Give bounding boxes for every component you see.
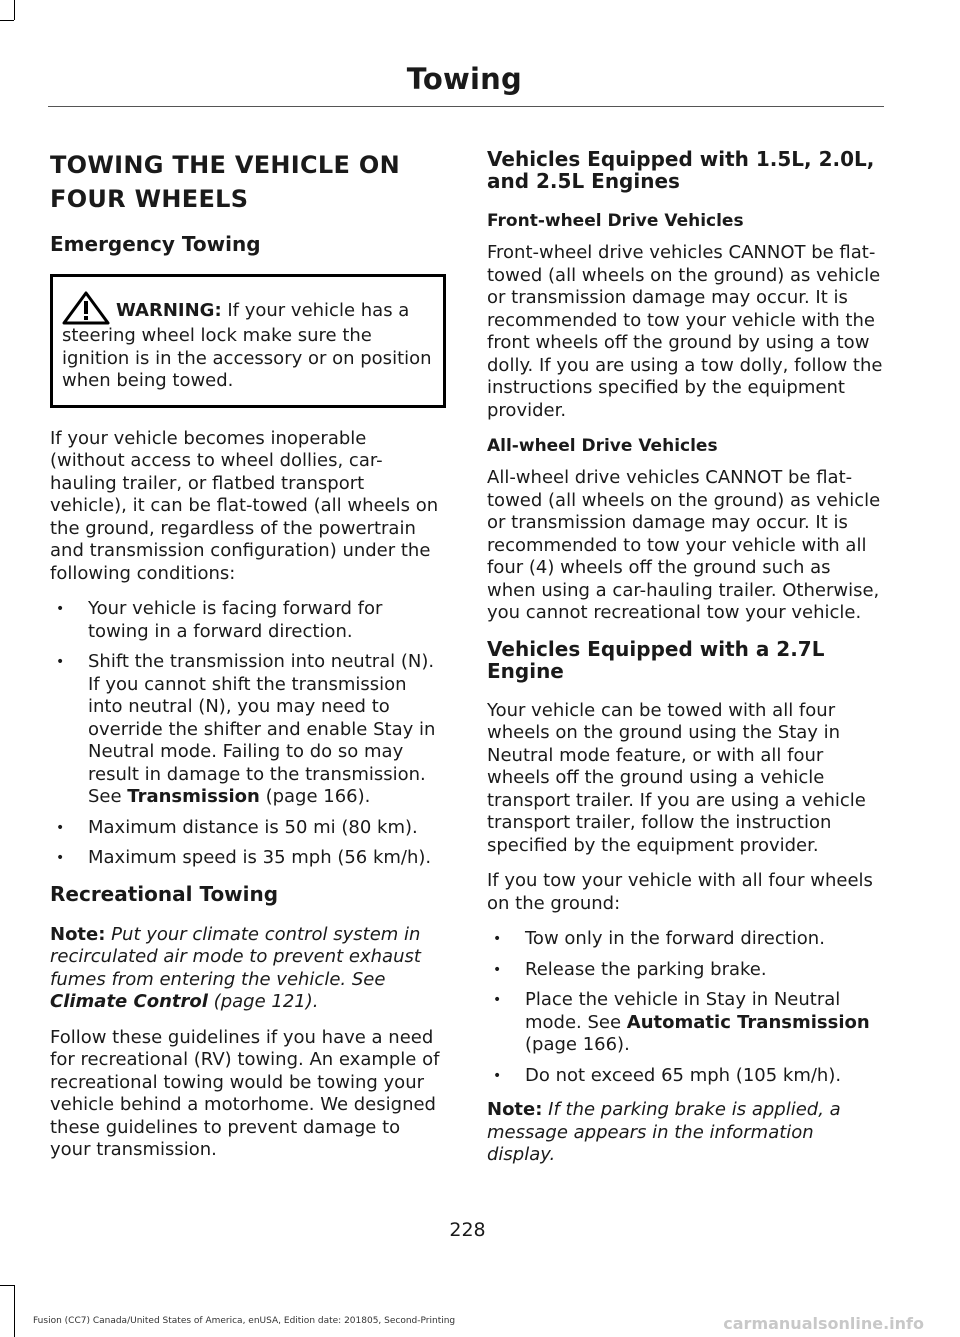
list-item-text: Shift the transmission into neutral (N). If you cannot shift the transmission into neutral (N), you may need to override the shifter and enable Stay in Neutral mode. Failing to do so may result in damage to the transmission. See — [88, 651, 436, 807]
list-item-text: Place the vehicle in Stay in Neutral mode. See — [525, 989, 841, 1033]
page-reference: (page 121). — [207, 991, 319, 1012]
crop-mark — [14, 0, 15, 20]
emergency-paragraph: If your vehicle becomes inoperable (without access to wheel dollies, car-hauling trailer, or flatbed transport vehicle), it can be flat-towed (all wheels on the ground, regardless of the powertrain and transmission configuration) under the following conditions: — [50, 427, 439, 584]
recreational-paragraph: Follow these guidelines if you have a need for recreational (RV) towing. An example of recreational towing would be towing your vehicle behind a motorhome. We designed these guidelines to prevent damage to your transmission. — [50, 1026, 440, 1160]
engine-27-heading: Vehicles Equipped with a 2.7L Engine — [487, 636, 825, 683]
list-item — [487, 989, 883, 1057]
crop-mark — [0, 20, 14, 21]
automatic-transmission-link[interactable]: Automatic Transmission — [626, 1011, 870, 1033]
awd-paragraph: All-wheel drive vehicles CANNOT be flat-towed (all wheels on the ground) as vehicle or transmission damage may occur. It is recommended to tow your vehicle with all four (4) wheels off the ground such as when using a car-hauling trailer. Otherwise, you cannot recreational tow your vehicle. — [487, 467, 881, 623]
list-item: • Your vehicle is facing forward for towing in a forward direction. — [50, 598, 446, 643]
parking-brake-note — [487, 1099, 883, 1167]
warning-label: WARNING: — [116, 300, 222, 321]
emergency-towing-heading: Emergency Towing — [50, 232, 261, 256]
note-text: Put your climate control system in recirculated air mode to prevent exhaust fumes from entering the vehicle. See — [50, 923, 421, 990]
list-item: • Maximum speed is 35 mph (56 km/h). — [50, 847, 446, 870]
watermark: carmanualsonline.info — [723, 1314, 924, 1333]
engine-27-intro: If you tow your vehicle with all four wheels on the ground: — [487, 870, 873, 914]
note-text: If the parking brake is applied, a message appears in the information display. — [487, 1099, 841, 1165]
warning-text: If your vehicle has a steering wheel lock make sure the ignition is in the accessory or on position when being towed. — [62, 300, 432, 391]
crop-mark — [14, 1285, 15, 1337]
right-column — [487, 148, 883, 1180]
header-rule — [48, 106, 884, 107]
page-reference: (page 166). — [259, 786, 371, 807]
page-reference: (page 166). — [525, 1034, 630, 1055]
list-item: • Do not exceed 65 mph (105 km/h). — [487, 1065, 883, 1088]
crop-mark — [0, 1285, 14, 1286]
list-item: • Tow only in the forward direction. — [487, 928, 883, 951]
list-item — [50, 651, 446, 809]
footer-edition: Fusion (CC7) Canada/United States of America, enUSA, Edition date: 201805, Second-Printing — [33, 1316, 456, 1326]
fwd-paragraph: Front-wheel drive vehicles CANNOT be flat-towed (all wheels on the ground) as vehicle or transmission damage may occur. It is recommended to tow your vehicle with the front wheels off the ground by using a tow dolly. If you are using a tow dolly, follow the instructions specified by the equipment provider. — [487, 242, 883, 421]
list-item: • Release the parking brake. — [487, 959, 883, 982]
page-number: 228 — [449, 1219, 486, 1241]
note-label: Note: — [50, 923, 106, 945]
warning-triangle-icon — [62, 291, 110, 325]
header-title: Towing — [406, 62, 522, 96]
engines-heading: Vehicles Equipped with 1.5L, 2.0L, and 2.5L Engines — [487, 147, 875, 193]
section-title: TOWING THE VEHICLE ON FOUR WHEELS — [50, 151, 400, 213]
warning-box — [50, 274, 446, 408]
climate-note — [50, 924, 446, 1014]
transmission-link[interactable]: Transmission — [127, 786, 260, 807]
engine-27-paragraph: Your vehicle can be towed with all four wheels on the ground using the Stay in Neutral mode feature, or with all four wheels off the ground using a vehicle transport trailer. If you are using a vehicle transport trailer, follow the instruction specified by the equipment provider. — [487, 699, 866, 856]
note-label: Note: — [487, 1099, 543, 1120]
left-column — [50, 148, 446, 1175]
list-item: • Maximum distance is 50 mi (80 km). — [50, 817, 446, 840]
recreational-towing-heading: Recreational Towing — [50, 881, 279, 906]
awd-heading: All-wheel Drive Vehicles — [487, 436, 718, 456]
climate-control-link[interactable]: Climate Control — [50, 991, 208, 1012]
conditions-list — [50, 598, 446, 870]
fwd-heading: Front-wheel Drive Vehicles — [487, 211, 744, 231]
four-wheel-tow-list — [487, 928, 883, 1087]
